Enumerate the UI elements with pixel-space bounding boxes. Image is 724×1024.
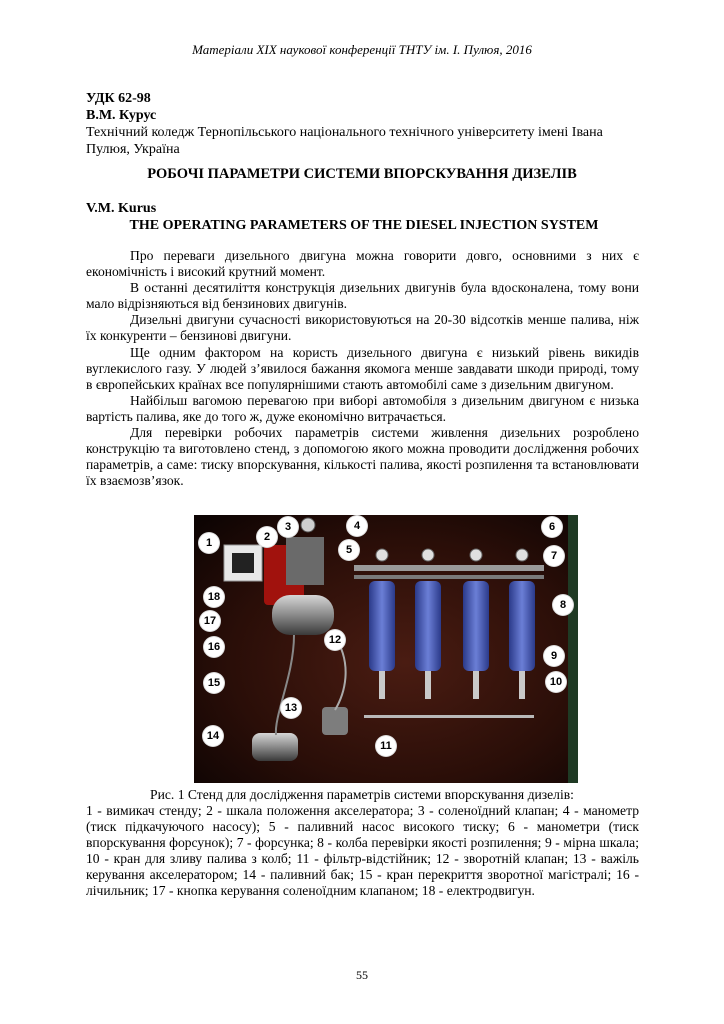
callout-2: 2 (257, 527, 277, 547)
callout-16: 16 (204, 637, 224, 657)
paragraph: Дизельні двигуни сучасності використовуються на 20-30 відсотків менше палива, ніж їх конкуренти – бензинові двигуни. (86, 312, 639, 344)
callout-6: 6 (542, 517, 562, 537)
callout-15: 15 (204, 673, 224, 693)
flask (463, 581, 489, 671)
callout-10: 10 (546, 672, 566, 692)
gauge-icon (301, 518, 315, 532)
fuel-tank (252, 733, 298, 761)
callout-3: 3 (278, 517, 298, 537)
callout-17: 17 (200, 611, 220, 631)
author-ua: В.М. Курус (86, 108, 157, 123)
article-meta (86, 90, 642, 158)
callout-5: 5 (339, 540, 359, 560)
callout-13: 13 (281, 698, 301, 718)
drain-line (364, 715, 534, 718)
fuel-filter (322, 707, 348, 735)
figure-caption: Рис. 1 Стенд для дослідження параметрів системи впорскування дизелів: (150, 787, 574, 802)
body-text (86, 248, 639, 489)
pump-block (286, 537, 324, 585)
flask (509, 581, 535, 671)
callout-1: 1 (199, 533, 219, 553)
drain-tube (473, 671, 479, 699)
drain-tube (379, 671, 385, 699)
drain-tube (519, 671, 525, 699)
gauge-icon (422, 549, 434, 561)
callout-7: 7 (544, 546, 564, 566)
page-number: 55 (356, 968, 368, 982)
flask (369, 581, 395, 671)
motor-cylinder (272, 595, 334, 635)
callout-8: 8 (553, 595, 573, 615)
udk-code: УДК 62-98 (86, 91, 151, 106)
callout-14: 14 (203, 726, 223, 746)
title-english: THE OPERATING PARAMETERS OF THE DIESEL INJECTION SYSTEM (129, 218, 599, 233)
affiliation-line2: Пулюя, Україна (86, 142, 180, 157)
running-header: Матеріали XIX наукової конференції ТНТУ ім. І. Пулюя, 2016 (192, 42, 532, 57)
switch-body (232, 553, 254, 573)
gauge-icon (376, 549, 388, 561)
english-heading (86, 200, 642, 234)
figure-legend: 1 - вимикач стенду; 2 - шкала положення акселератора; 3 - соленоїдний клапан; 4 - манометр (тиск підкачуючого насосу); 5 - паливний насос високого тиску; 6 - манометри (тиск впорскування форсунок); 7 - форсунка; 8 - колба перевірки якості розпилення; 9 - мірна шкала; 10 - кран для зливу палива з колб; 11 - фільтр-відстійник; 12 - зворотній клапан; 13 - важіль керування акселератором; 14 - паливний бак; 15 - кран перекриття зворотної магістралі; 16 - лічильник; 17 - кнопка керування соленоїдним клапаном; 18 - електродвигун. (86, 803, 639, 899)
paragraph: Найбільш вагомою перевагою при виборі автомобіля з дизельним двигуном є низька вартість палива, яке до того ж, дуже економічно витрачається. (86, 392, 639, 424)
callout-9: 9 (544, 646, 564, 666)
drain-tube (425, 671, 431, 699)
paragraph: Про переваги дизельного двигуна можна говорити довго, основними з них є економічність і високий крутний момент. (86, 248, 639, 280)
fuel-rail (354, 565, 544, 571)
paragraph: Ще одним фактором на користь дизельного двигуна є низький рівень викидів вуглекислого газу. У людей з’явилося бажання якомога менше завдавати шкоди природі, тому в європейських країнах все популярнішими стають автомобілі саме з дизельним двигуном. (86, 344, 639, 392)
callout-12: 12 (325, 630, 345, 650)
author-en: V.M. Kurus (86, 201, 157, 216)
callout-11: 11 (376, 736, 396, 756)
title-ukrainian: РОБОЧІ ПАРАМЕТРИ СИСТЕМИ ВПОРСКУВАННЯ ДИЗЕЛІВ (147, 166, 577, 182)
paragraph: В останні десятиліття конструкція дизельних двигунів була вдосконалена, тому вони мало відрізняються від бензинових двигунів. (86, 280, 639, 312)
affiliation-line1: Технічний коледж Тернопільського національного технічного університету імені Івана (86, 125, 603, 140)
fuel-rail-lower (354, 575, 544, 579)
gauge-icon (470, 549, 482, 561)
paragraph: Для перевірки робочих параметрів системи живлення дизельних розроблено конструкцію та виготовлено стенд, з допомогою якого можна проводити дослідження робочих параметрів, а саме: тиску впорскування, кількості палива, якості розпилення та встановлювати їх взаємозв’язок. (86, 425, 639, 489)
callout-18: 18 (204, 587, 224, 607)
gauge-icon (516, 549, 528, 561)
test-stand-photo (194, 515, 578, 783)
border-strip (568, 515, 578, 783)
flask (415, 581, 441, 671)
callout-4: 4 (347, 516, 367, 536)
